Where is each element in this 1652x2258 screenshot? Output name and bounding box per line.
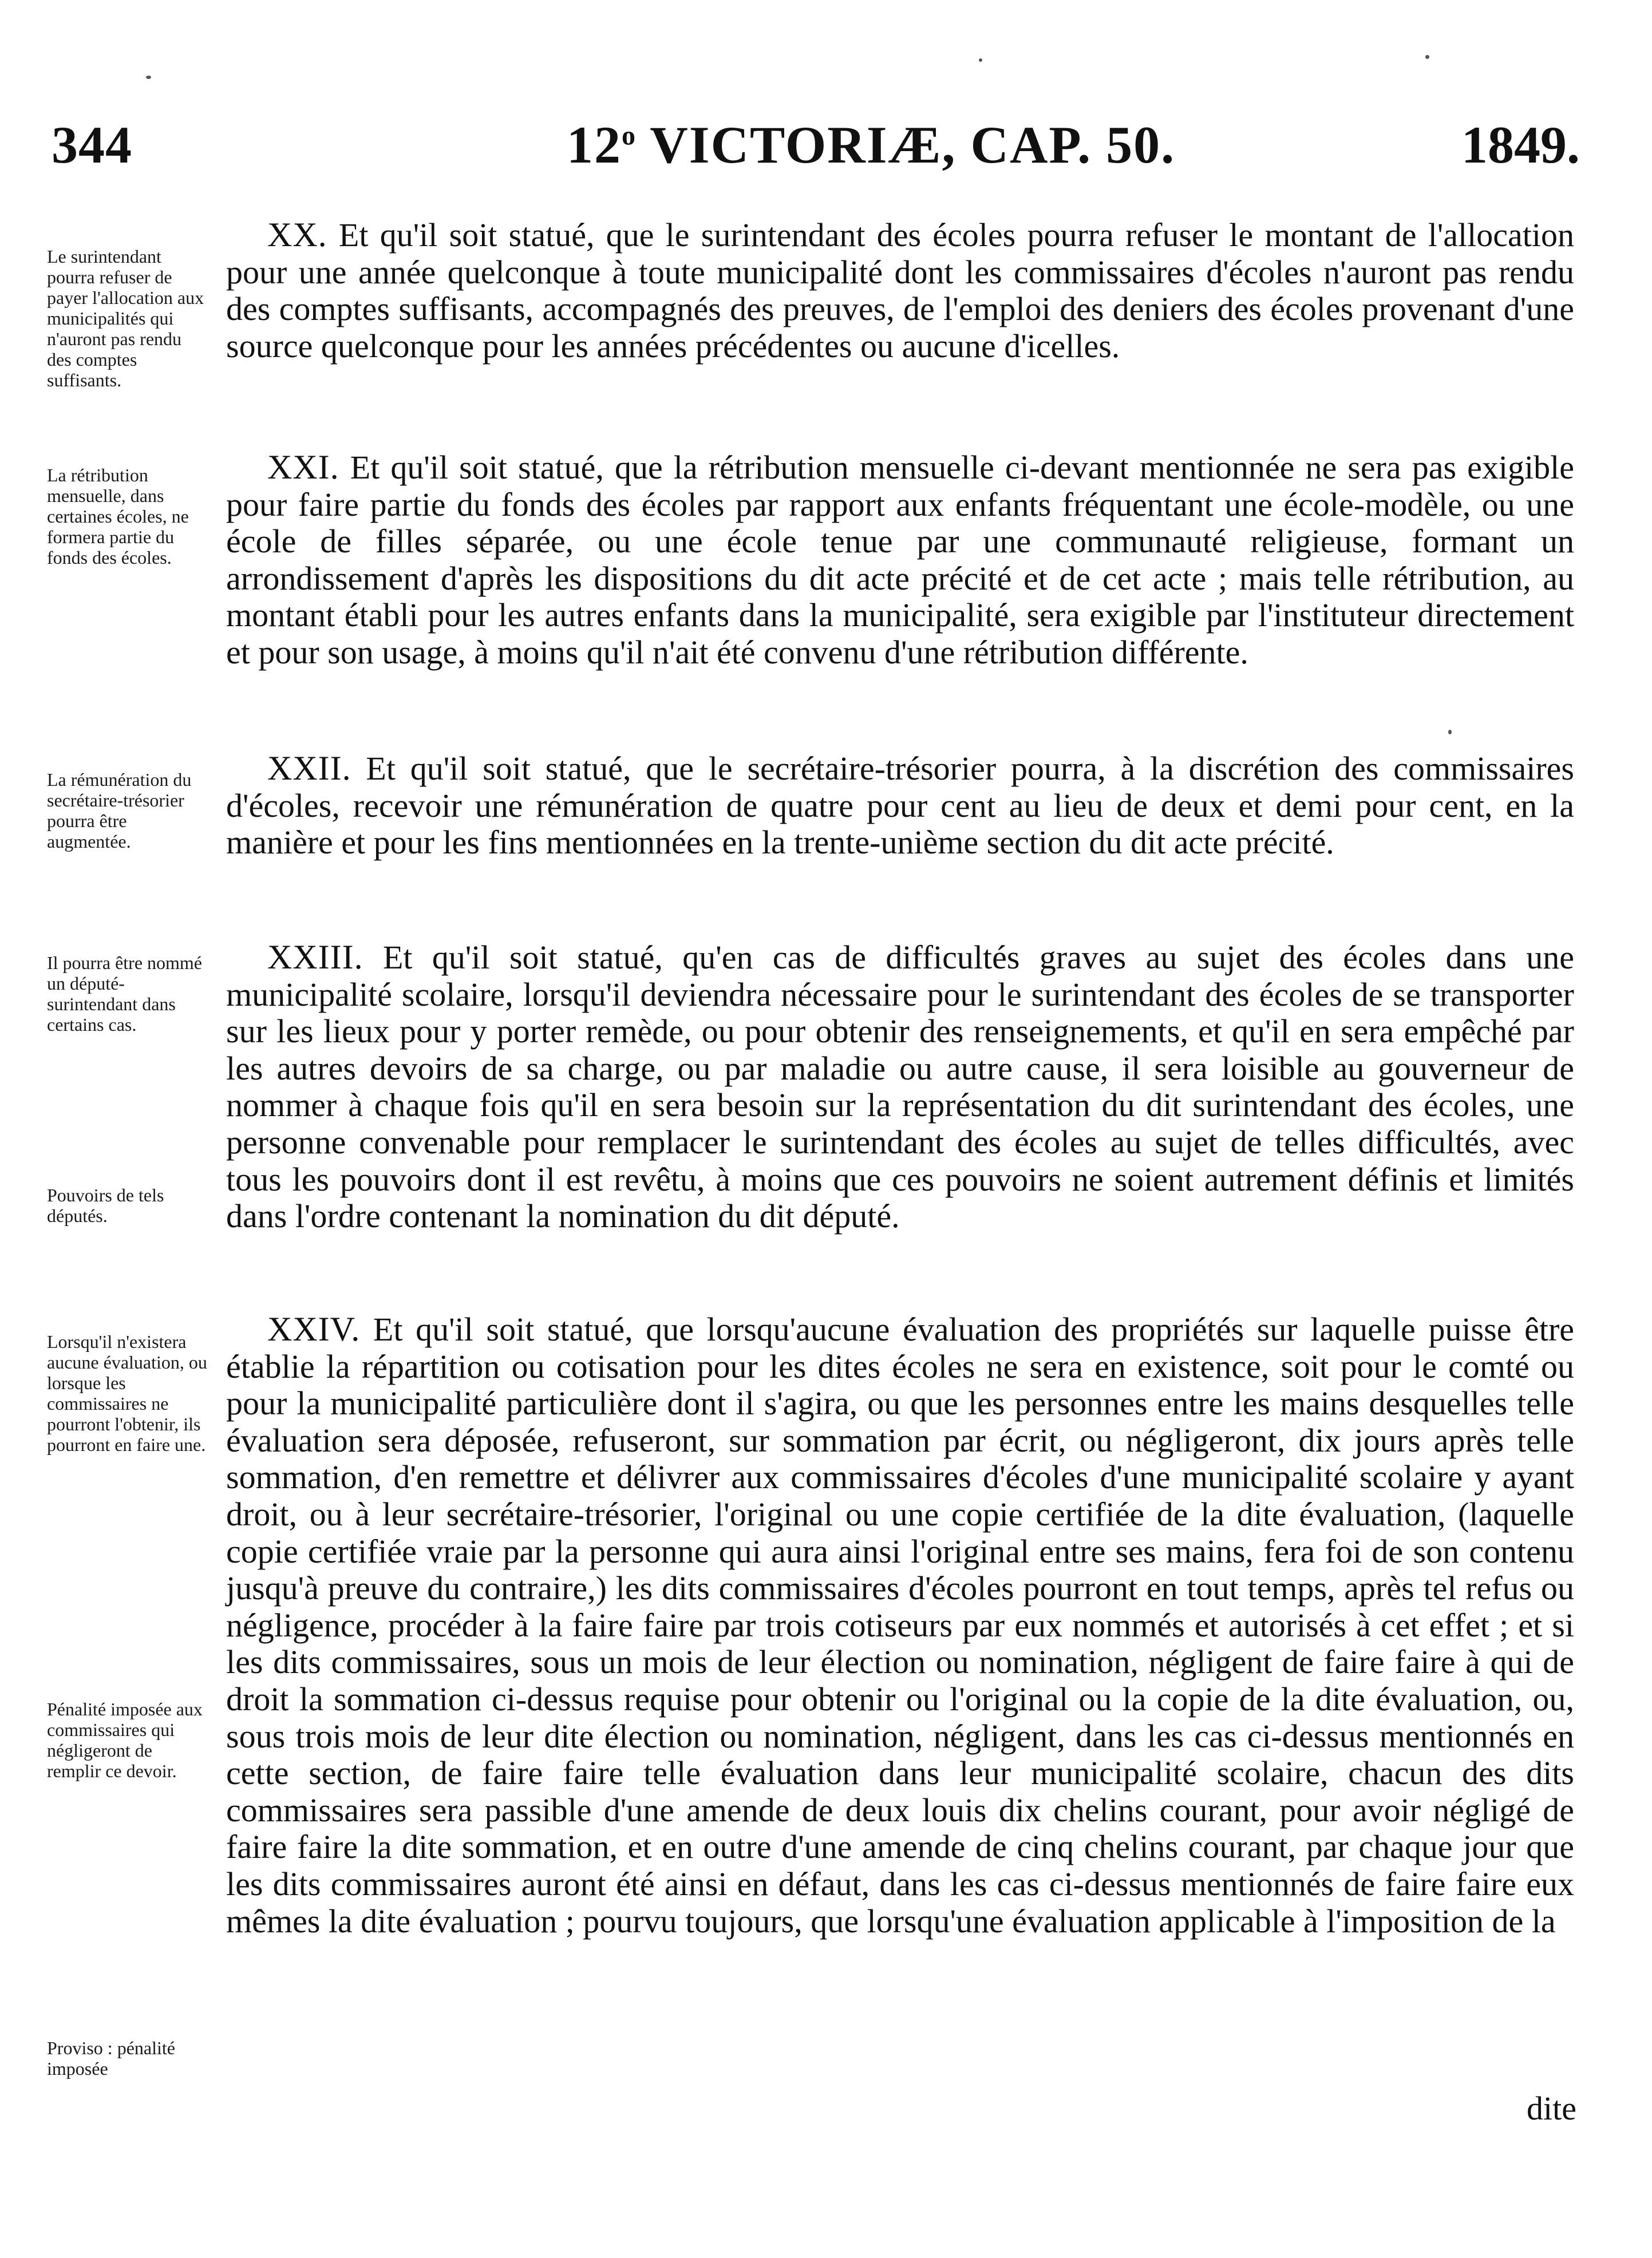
page-year: 1849. <box>1461 116 1580 174</box>
scan-speck <box>146 76 151 79</box>
catchword: dite <box>1527 2090 1576 2127</box>
article-number: XXIII. <box>267 938 363 976</box>
article-number: XXII. <box>267 749 351 787</box>
scan-speck <box>1425 55 1429 59</box>
article-number: XXIV. <box>267 1310 361 1348</box>
article-number: XX. <box>267 216 327 254</box>
running-title-regnal-number: 12 <box>567 116 622 174</box>
scan-speck <box>1448 730 1452 734</box>
article-number: XXI. <box>267 448 339 486</box>
margin-note: Il pourra être nommé un député-surintendant dans certains cas. <box>47 952 202 1035</box>
margin-note: Proviso : pénalité imposée <box>47 2038 175 2079</box>
running-title-text: VICTORIÆ, CAP. 50. <box>637 116 1176 174</box>
running-title <box>567 114 1175 175</box>
article-body: Et qu'il soit statué, que lorsqu'aucune évaluation des propriétés sur laquelle puisse être établie la répartition ou cotisation pour les dites écoles ne sera en existence, soit pour le comté ou pour la municipalité particulière dont il s'agira, ou que les personnes entre les mains desquelles telle évaluation sera déposée, refuseront, sur sommation par écrit, ou négligeront, dix jours après telle sommation, d'en remettre et délivrer aux commissaires d'écoles d'une municipalité scolaire y ayant droit, ou à leur secrétaire-trésorier, l'original ou une copie certifiée de la dite évaluation, (laquelle copie certifiée vraie par la personne qui aura ainsi l'original entre ses mains, fera foi de son contenu jusqu'à preuve du contraire,) les dits commissaires d'écoles pourront en tout temps, après tel refus ou négligence, procéder à la faire faire par trois cotiseurs par eux nommés et autorisés à cet effet ; et si les dits commissaires, sous un mois de leur élection ou nomination, négligent de faire faire à qui de droit la sommation ci-dessus requise pour obtenir ou l'original ou la copie de la dite évaluation, ou, sous trois mois de leur dite élection ou nomination, négligent, dans les cas ci-dessus mentionnés en cette section, de faire faire telle évaluation dans leur municipalité scolaire, chacun des dits commissaires sera passible d'une amende de deux louis dix chelins courant, pour avoir négligé de faire faire la dite sommation, et en outre d'une amende de cinq chelins courant, par chaque jour que les dits commissaires auront été ainsi en défaut, dans les cas ci-dessus mentionnés de faire faire eux mêmes la dite évaluation ; pourvu toujours, que lorsqu'une évaluation applicable à l'imposition de la <box>226 1311 1574 1940</box>
article-text <box>226 449 1574 671</box>
margin-note: Pouvoirs de tels députés. <box>47 1185 164 1226</box>
article-body: Et qu'il soit statué, qu'en cas de difficultés graves au sujet des écoles dans une municipalité scolaire, lorsqu'il deviendra nécessaire pour le surintendant des écoles de se transporter sur les lieux pour y porter remède, ou pour obtenir des renseignements, et qu'il en sera empêché par les autres devoirs de sa charge, ou par maladie ou autre cause, il sera loisible au gouverneur de nommer à chaque fois qu'il en sera besoin sur la représentation du dit surintendant des écoles, une personne convenable pour remplacer le surintendant des écoles au sujet de telles difficultés, avec tous les pouvoirs dont il est revêtu, à moins que ces pouvoirs ne soient autrement définis et limités dans l'ordre contenant la nomination du dit député. <box>226 939 1574 1235</box>
margin-note: Le surintendant pourra refuser de payer l'allocation aux municipalités qui n'auront pas rendu des comptes suffisants. <box>47 246 204 390</box>
article-text <box>226 750 1574 861</box>
article-text <box>226 216 1574 365</box>
margin-note: Lorsqu'il n'existera aucune évaluation, ou lorsque les commissaires ne pourront l'obtenir, ils pourront en faire une. <box>47 1331 207 1455</box>
article-body: Et qu'il soit statué, que la rétribution mensuelle ci-devant mentionnée ne sera pas exigible pour faire partie du fonds des écoles par rapport aux enfants fréquentant une école-modèle, ou une école de filles séparée, ou une école tenue par une communauté religieuse, formant un arrondissement d'après les dispositions du dit acte précité et de cet acte ; mais telle rétribution, au montant établi pour les autres enfants dans la municipalité, sera exigible par l'instituteur directement et pour son usage, à moins qu'il n'ait été convenu d'une rétribution différente. <box>226 449 1574 671</box>
article-text <box>226 939 1574 1235</box>
page-number: 344 <box>52 116 132 174</box>
page-header <box>46 109 1580 189</box>
scan-speck <box>979 58 982 62</box>
margin-note: Pénalité imposée aux commissaires qui négligeront de remplir ce devoir. <box>47 1699 203 1781</box>
margin-note: La rétribution mensuelle, dans certaines écoles, ne formera partie du fonds des écoles. <box>47 465 189 568</box>
running-title-superscript: o <box>622 120 637 151</box>
article-body: Et qu'il soit statué, que le surintendant des écoles pourra refuser le montant de l'allocation pour une année quelconque à toute municipalité dont les commissaires d'écoles n'auront pas rendu des comptes suffisants, accompagnés des preuves, de l'emploi des deniers des écoles provenant d'une source quelconque pour les années précédentes ou aucune d'icelles. <box>226 216 1574 365</box>
margin-note: La rémunération du secrétaire-trésorier pourra être augmentée. <box>47 769 192 852</box>
article-text <box>226 1311 1574 1940</box>
article-body: Et qu'il soit statué, que le secrétaire-trésorier pourra, à la discrétion des commissaires d'écoles, recevoir une rémunération de quatre pour cent au lieu de deux et demi pour cent, en la manière et pour les fins mentionnées en la trente-unième section du dit acte précité. <box>226 750 1574 861</box>
